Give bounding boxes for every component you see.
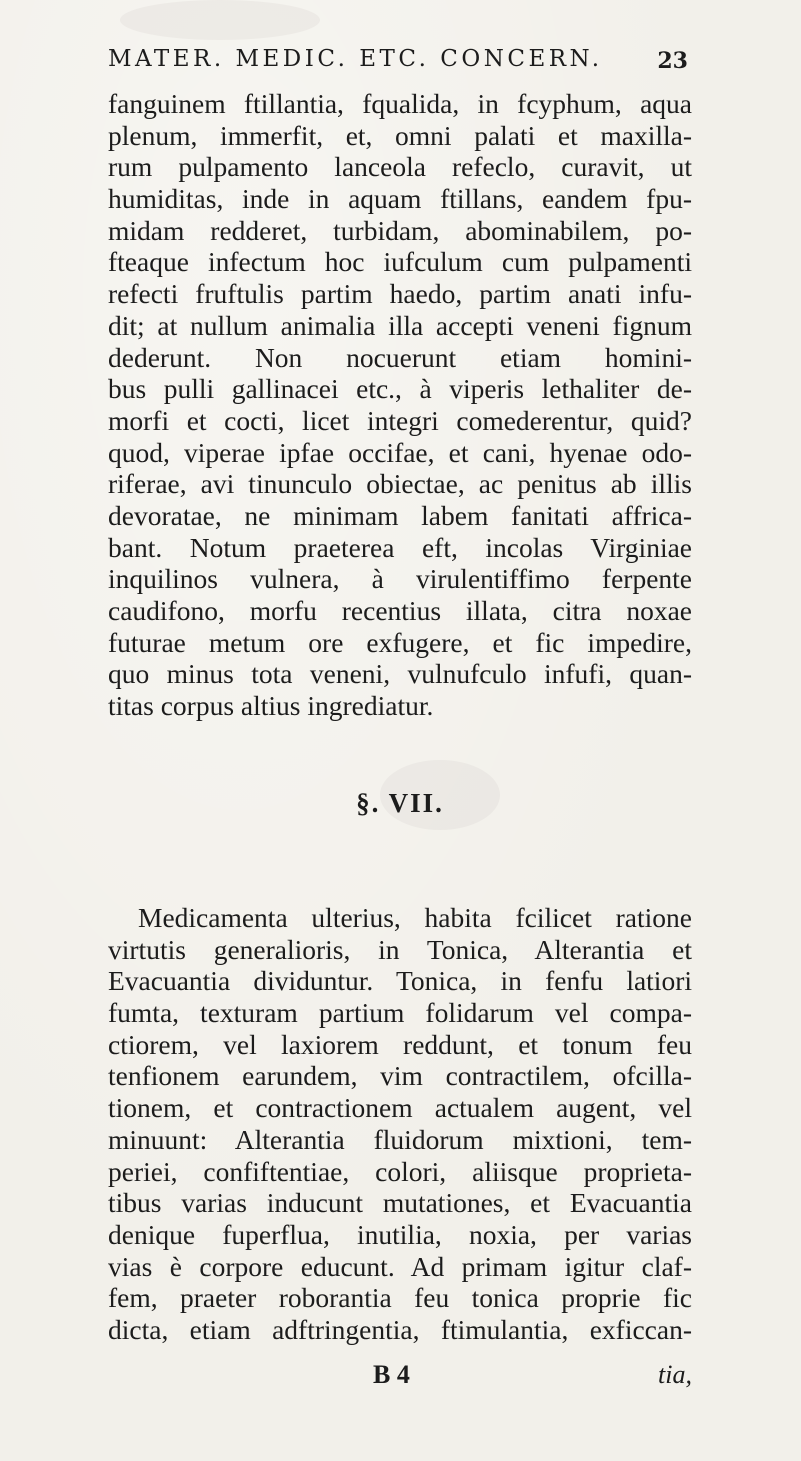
text-line: periei, confiftentiae, colori, aliisque proprieta- — [108, 1155, 692, 1187]
text-line: quod, viperae ipfae occifae, et cani, hyenae odo- — [108, 436, 692, 468]
text-line: humiditas, inde in aquam ftillans, eandem fpu- — [108, 183, 692, 215]
text-line: Evacuantia dividuntur. Tonica, in fenfu latiori — [108, 965, 692, 997]
text-line: fanguinem ftillantia, fqualida, in fcyphum, aqua — [108, 88, 692, 119]
text-line: bant. Notum praeterea eft, incolas Virginiae — [108, 531, 692, 563]
text-line: midam redderet, turbidam, abominabilem, po- — [108, 214, 692, 246]
running-title: MATER. MEDIC. ETC. CONCERN. — [108, 46, 603, 72]
text-line: morfi et cocti, licet integri comederentur, quid? — [108, 404, 692, 436]
text-line: rum pulpamento lanceola refeclo, curavit, ut — [108, 151, 692, 183]
text-line: devoratae, ne minimam labem fanitati affrica- — [108, 499, 692, 531]
text-line: minuunt: Alterantia fluidorum mixtioni, tem- — [108, 1123, 692, 1155]
text-line: dit; at nullum animalia illa accepti veneni fignum — [108, 309, 692, 341]
catchword: tia, — [658, 1360, 692, 1389]
text-line: virtutis generalioris, in Tonica, Alterantia et — [108, 933, 692, 965]
text-line: quo minus tota veneni, vulnufculo infufi, quan- — [108, 658, 692, 690]
text-line: fumta, texturam partium folidarum vel compa- — [108, 997, 692, 1029]
text-line: refecti fruftulis partim haedo, partim anati infu- — [108, 278, 692, 310]
text-line: tibus varias inducunt mutationes, et Evacuantia — [108, 1187, 692, 1219]
running-head — [108, 46, 688, 82]
signature-mark: B 4 — [373, 1360, 410, 1389]
text-line: riferae, avi tinunculo obiectae, ac penitus ab illis — [108, 468, 692, 500]
text-line: plenum, immerfit, et, omni palati et maxilla- — [108, 119, 692, 151]
text-line: dederunt. Non nocuerunt etiam homini- — [108, 341, 692, 373]
text-line: inquilinos vulnera, à virulentiffimo ferpente — [108, 563, 692, 595]
text-line: tenfionem earundem, vim contractilem, ofcilla- — [108, 1060, 692, 1092]
bleed-through-stain — [120, 0, 320, 40]
paragraph-continued — [108, 88, 692, 722]
text-line: futurae metum ore exfugere, et fic impedire, — [108, 626, 692, 658]
text-line: Medicamenta ulterius, habita fcilicet ratione — [138, 902, 692, 933]
text-line: fteaque infectum hoc iufculum cum pulpamenti — [108, 246, 692, 278]
text-line: caudifono, morfu recentius illata, citra noxae — [108, 595, 692, 626]
text-line: fem, praeter roborantia feu tonica proprie fic — [108, 1282, 692, 1314]
text-line: ctiorem, vel laxiorem reddunt, et tonum feu — [108, 1028, 692, 1060]
text-line: vias è corpore educunt. Ad primam igitur claf- — [108, 1250, 692, 1282]
section-heading: §. VII. — [356, 788, 444, 818]
text-line: denique fuperflua, inutilia, noxia, per varias — [108, 1218, 692, 1250]
paragraph-section-vii — [108, 902, 692, 1346]
text-line: tionem, et contractionem actualem augent, vel — [108, 1092, 692, 1124]
text-line: titas corpus altius ingrediatur. — [108, 690, 434, 722]
page-number: 23 — [657, 48, 688, 74]
text-line: bus pulli gallinacei etc., à viperis lethaliter de- — [108, 373, 692, 405]
text-line: dicta, etiam adftringentia, ftimulantia, exficcan- — [108, 1313, 692, 1345]
page-footer — [108, 1360, 692, 1392]
